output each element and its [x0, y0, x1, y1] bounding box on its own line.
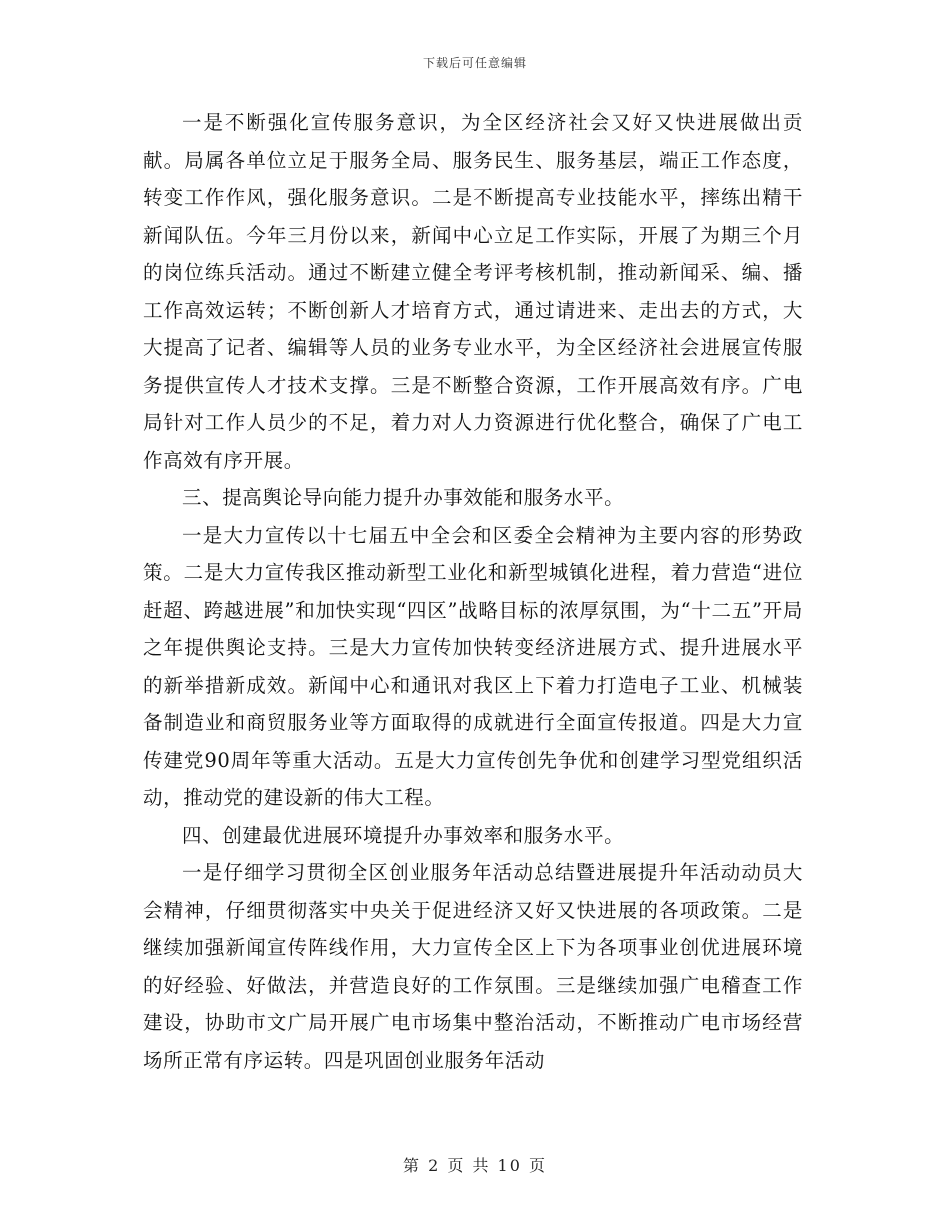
- page-footer: 第 2 页 共 10 页: [403, 1156, 547, 1175]
- paragraph-section2-items: 一是不断强化宣传服务意识，为全区经济社会又好又快进展做出贡献。局属各单位立足于服务全局、服务民生、服务基层，端正工作态度，转变工作作风，强化服务意识。二是不断提高专业技能水平，摔练出精干新闻队伍。今年三月份以来，新闻中心立足工作实际，开展了为期三个月的岗位练兵活动。通过不断建立健全考评考核机制，推动新闻采、编、播工作高效运转；不断创新人才培育方式，通过请进来、走出去的方式，大大提高了记者、编辑等人员的业务专业水平，为全区经济社会进展宣传服务提供宣传人才技术支撑。三是不断整合资源，工作开展高效有序。广电局针对工作人员少的不足，着力对人力资源进行优化整合，确保了广电工作高效有序开展。: [143, 111, 803, 472]
- page-header: 下载后可任意编辑: [422, 56, 527, 70]
- paragraph-section4-items: 一是仔细学习贯彻全区创业服务年活动总结暨进展提升年活动动员大会精神，仔细贯彻落实中央关于促进经济又好又快进展的各项政策。二是继续加强新闻宣传阵线作用，大力宣传全区上下为各项事业创优进展环境的好经验、好做法，并营造良好的工作氛围。三是继续加强广电稽查工作建设，协助市文广局开展广电市场集中整治活动，不断推动广电市场经营场所正常有序运转。四是巩固创业服务年活动: [143, 861, 803, 1072]
- section-heading-3: 三、提高舆论导向能力提升办事效能和服务水平。: [182, 486, 625, 509]
- paragraph-section3-items: 一是大力宣传以十七届五中全会和区委全会精神为主要内容的形势政策。二是大力宣传我区推动新型工业化和新型城镇化进程，着力营造“进位赶超、跨越进展”和加快实现“四区”战略目标的浓厚氛围，为“十二五”开局之年提供舆论支持。三是大力宣传加快转变经济进展方式、提升进展水平的新举措新成效。新闻中心和通讯对我区上下着力打造电子工业、机械装备制造业和商贸服务业等方面取得的成就进行全面宣传报道。四是大力宣传建党90周年等重大活动。五是大力宣传创先争优和创建学习型党组织活动，推动党的建设新的伟大工程。: [143, 523, 803, 809]
- section-heading-4: 四、创建最优进展环境提升办事效率和服务水平。: [182, 823, 625, 847]
- document-body: [143, 104, 803, 1079]
